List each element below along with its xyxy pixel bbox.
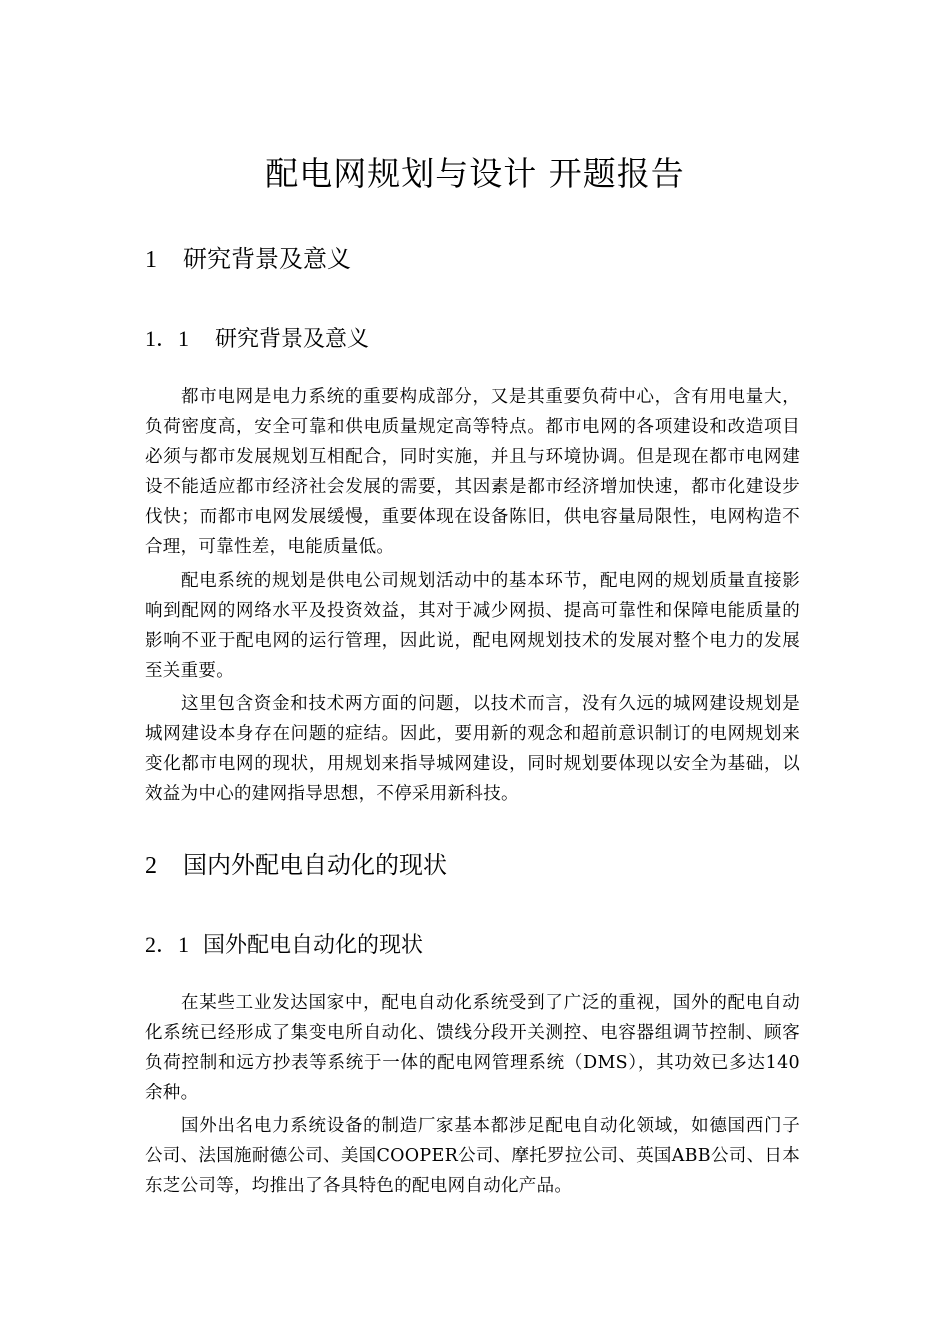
paragraph-4: 在某些工业发达国家中，配电自动化系统受到了广泛的重视，国外的配电自动化系统已经形成了集变电所自动化、馈线分段开关测控、电容器组调节控制、顾客负荷控制和远方抄表等系统于一体的配电网管理系统（DMS），其功效已多达140余种。 (145, 993, 800, 1103)
section-2-1-heading (145, 929, 423, 962)
section-2-title: 国内外配电自动化的现状 (183, 851, 447, 879)
section-1-1-title: 研究背景及意义 (215, 327, 370, 352)
section-1-title: 研究背景及意义 (183, 245, 351, 273)
section-1-number: 1 (145, 247, 157, 273)
paragraph-2: 配电系统的规划是供电公司规划活动中的基本环节，配电网的规划质量直接影响到配网的网络水平及投资效益，其对于减少网损、提高可靠性和保障电能质量的影响不亚于配电网的运行管理，因此说，配电网规划技术的发展对整个电力的发展至关重要。 (145, 571, 800, 681)
paragraph-5: 国外出名电力系统设备的制造厂家基本都涉足配电自动化领域，如德国西门子公司、法国施耐德公司、美国COOPER公司、摩托罗拉公司、英国ABB公司、日本东芝公司等，均推出了各具特色的配电网自动化产品。 (145, 1116, 800, 1196)
section-2-1-title: 国外配电自动化的现状 (203, 933, 424, 958)
section-2-number: 2 (145, 853, 157, 879)
section-2-1-number: 2．1 (145, 932, 190, 957)
section-1-heading (145, 242, 351, 277)
page-title: 配电网规划与设计 开题报告 (265, 154, 685, 193)
section-1-1-number: 1．1 (145, 326, 190, 351)
section-2-heading (145, 848, 447, 883)
paragraph-1: 都市电网是电力系统的重要构成部分，又是其重要负荷中心，含有用电量大，负荷密度高，安全可靠和供电质量规定高等特点。都市电网的各项建设和改造项目必须与都市发展规划互相配合，同时实施，并且与环境协调。但是现在都市电网建设不能适应都市经济社会发展的需要，其因素是都市经济增加快速，都市化建设步伐快；而都市电网发展缓慢，重要体现在设备陈旧，供电容量局限性，电网构造不合理，可靠性差，电能质量低。 (145, 387, 800, 557)
paragraph-3: 这里包含资金和技术两方面的问题，以技术而言，没有久远的城网建设规划是城网建设本身存在问题的症结。因此，要用新的观念和超前意识制订的电网规划来变化都市电网的现状，用规划来指导城网建设，同时规划要体现以安全为基础，以效益为中心的建网指导思想，不停采用新科技。 (145, 694, 800, 804)
section-1-1-heading (145, 323, 369, 356)
